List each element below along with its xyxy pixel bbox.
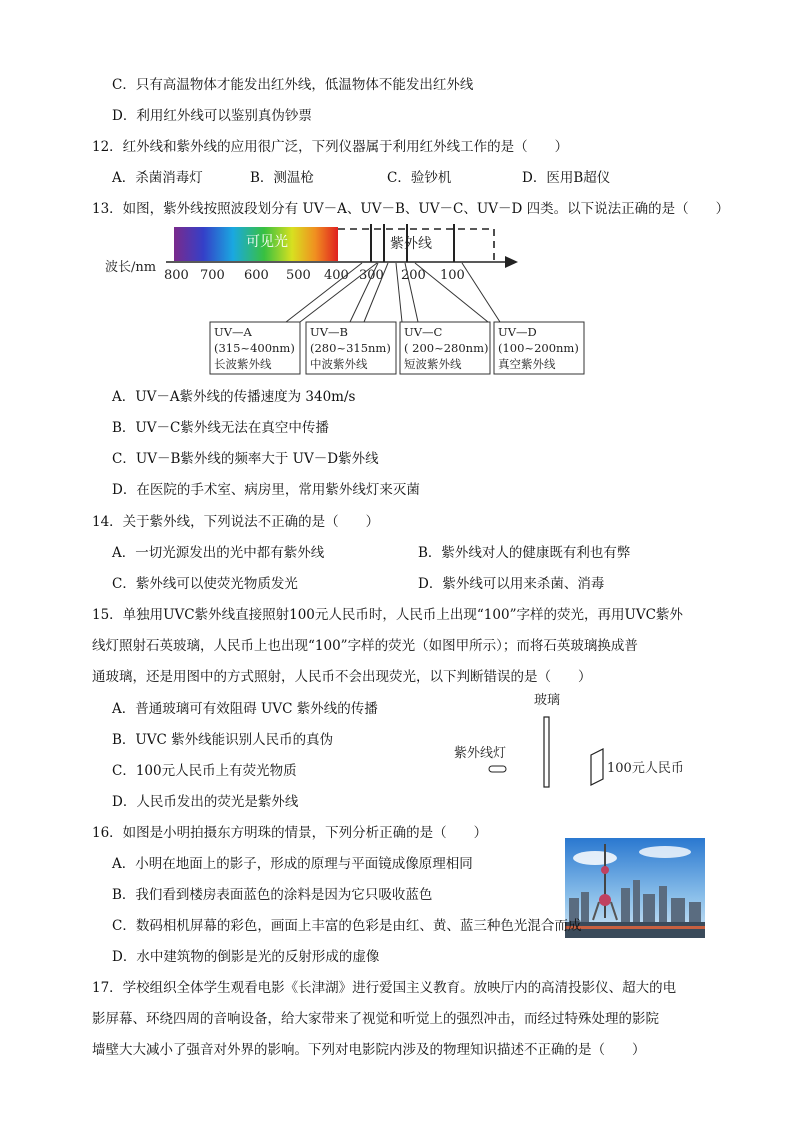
- q15-stem-line2: 线灯照射石英玻璃，人民币上也出现“100”字样的荧光（如图甲所示）；而将石英玻璃换成普: [92, 638, 638, 654]
- q14-option-b: B．紫外线对人的健康既有利也有弊: [418, 545, 631, 561]
- uv-label: 紫外线: [390, 236, 432, 252]
- tick-300: 300: [359, 268, 384, 283]
- q15-option-a: A．普通玻璃可有效阻碍 UVC 紫外线的传播: [112, 701, 378, 717]
- uva-desc: 长波紫外线: [214, 357, 272, 371]
- q12-stem: 12．红外线和紫外线的应用很广泛，下列仪器属于利用红外线工作的是（ ）: [92, 139, 569, 155]
- uva-name: UV—A: [214, 325, 252, 339]
- uvd-name: UV—D: [498, 325, 537, 339]
- q13-option-b: B．UV－C紫外线无法在真空中传播: [112, 420, 329, 436]
- q12-option-a: A．杀菌消毒灯: [112, 170, 203, 186]
- uv-spectrum-figure: [96, 220, 596, 380]
- uv-lamp-icon: [489, 766, 506, 772]
- axis-label: 波长/nm: [105, 260, 157, 275]
- q13-option-a: A．UV－A紫外线的传播速度为 340m/s: [112, 389, 356, 405]
- oriental-pearl-tower-photo: [565, 838, 705, 938]
- tick-600: 600: [244, 268, 269, 283]
- q12-option-b: B．测温枪: [250, 170, 314, 186]
- axis-arrow-icon: [505, 256, 518, 268]
- q15-option-c: C．100元人民币上有荧光物质: [112, 763, 297, 779]
- q17-stem-line1: 17．学校组织全体学生观看电影《长津湖》进行爱国主义教育。放映厅内的高清投影仪、超大的电: [92, 980, 677, 996]
- uvb-range: (280~315nm): [310, 341, 391, 355]
- q14-option-d: D．紫外线可以用来杀菌、消毒: [418, 576, 605, 592]
- tick-400: 400: [324, 268, 349, 283]
- q14-stem: 14．关于紫外线，下列说法不正确的是（ ）: [92, 514, 380, 530]
- q15-option-d: D．人民币发出的荧光是紫外线: [112, 794, 299, 810]
- q16-option-d: D．水中建筑物的倒影是光的反射形成的虚像: [112, 949, 380, 965]
- lamp-label: 紫外线灯: [454, 746, 507, 761]
- visible-light-label: 可见光: [246, 234, 288, 250]
- uvb-name: UV—B: [310, 325, 348, 339]
- q12-option-d: D．医用B超仪: [522, 170, 611, 186]
- q16-option-c: C．数码相机屏幕的彩色，画面上丰富的色彩是由红、黄、蓝三种色光混合而成: [112, 918, 582, 934]
- uvd-range: (100~200nm): [498, 341, 579, 355]
- uva-range: (315~400nm): [214, 341, 295, 355]
- uv-lamp-glass-figure: [440, 686, 710, 796]
- banknote-label: 100元人民币: [607, 761, 684, 776]
- q16-option-b: B．我们看到楼房表面蓝色的涂料是因为它只吸收蓝色: [112, 887, 433, 903]
- uvc-range: ( 200~280nm): [404, 341, 489, 355]
- q13-stem: 13．如图，紫外线按照波段划分有 UV－A、UV－B、UV－C、UV－D 四类。以下说法正确的是（ ）: [92, 201, 730, 217]
- q13-option-c: C．UV－B紫外线的频率大于 UV－D紫外线: [112, 451, 379, 467]
- q16-stem: 16．如图是小明拍摄东方明珠的情景，下列分析正确的是（ ）: [92, 825, 488, 841]
- q14-option-a: A．一切光源发出的光中都有紫外线: [112, 545, 325, 561]
- uvd-desc: 真空紫外线: [498, 357, 556, 371]
- q11-option-d: D．利用红外线可以鉴别真伪钞票: [112, 108, 312, 124]
- tick-800: 800: [164, 268, 189, 283]
- q15-stem-line1: 15．单独用UVC紫外线直接照射100元人民币时，人民币上出现“100”字样的荧光，再用UVC紫外: [92, 607, 683, 623]
- glass-label: 玻璃: [534, 693, 561, 708]
- tick-100: 100: [440, 268, 465, 283]
- q15-option-b: B．UVC 紫外线能识别人民币的真伪: [112, 732, 334, 748]
- q17-stem-line2: 影屏幕、环绕四周的音响设备，给大家带来了视觉和听觉上的强烈冲击，而经过特殊处理的影院: [92, 1011, 659, 1027]
- q12-option-c: C．验钞机: [387, 170, 452, 186]
- tick-700: 700: [200, 268, 225, 283]
- q15-stem-line3: 通玻璃，还是用图中的方式照射，人民币不会出现荧光，以下判断错误的是（ ）: [92, 669, 592, 685]
- uvb-desc: 中波紫外线: [310, 357, 368, 371]
- q16-option-a: A．小明在地面上的影子，形成的原理与平面镜成像原理相同: [112, 856, 473, 872]
- q11-option-c: C．只有高温物体才能发出红外线，低温物体不能发出红外线: [112, 77, 474, 93]
- tick-200: 200: [401, 268, 426, 283]
- q17-stem-line3: 墙壁大大减小了强音对外界的影响。下列对电影院内涉及的物理知识描述不正确的是（ ）: [92, 1042, 646, 1058]
- uvc-name: UV—C: [404, 325, 443, 339]
- q13-option-d: D．在医院的手术室、病房里，常用紫外线灯来灭菌: [112, 482, 420, 498]
- glass-pane: [544, 717, 549, 787]
- tick-500: 500: [286, 268, 311, 283]
- q14-option-c: C．紫外线可以使荧光物质发光: [112, 576, 298, 592]
- banknote-icon: [591, 749, 603, 785]
- uvc-desc: 短波紫外线: [404, 357, 462, 371]
